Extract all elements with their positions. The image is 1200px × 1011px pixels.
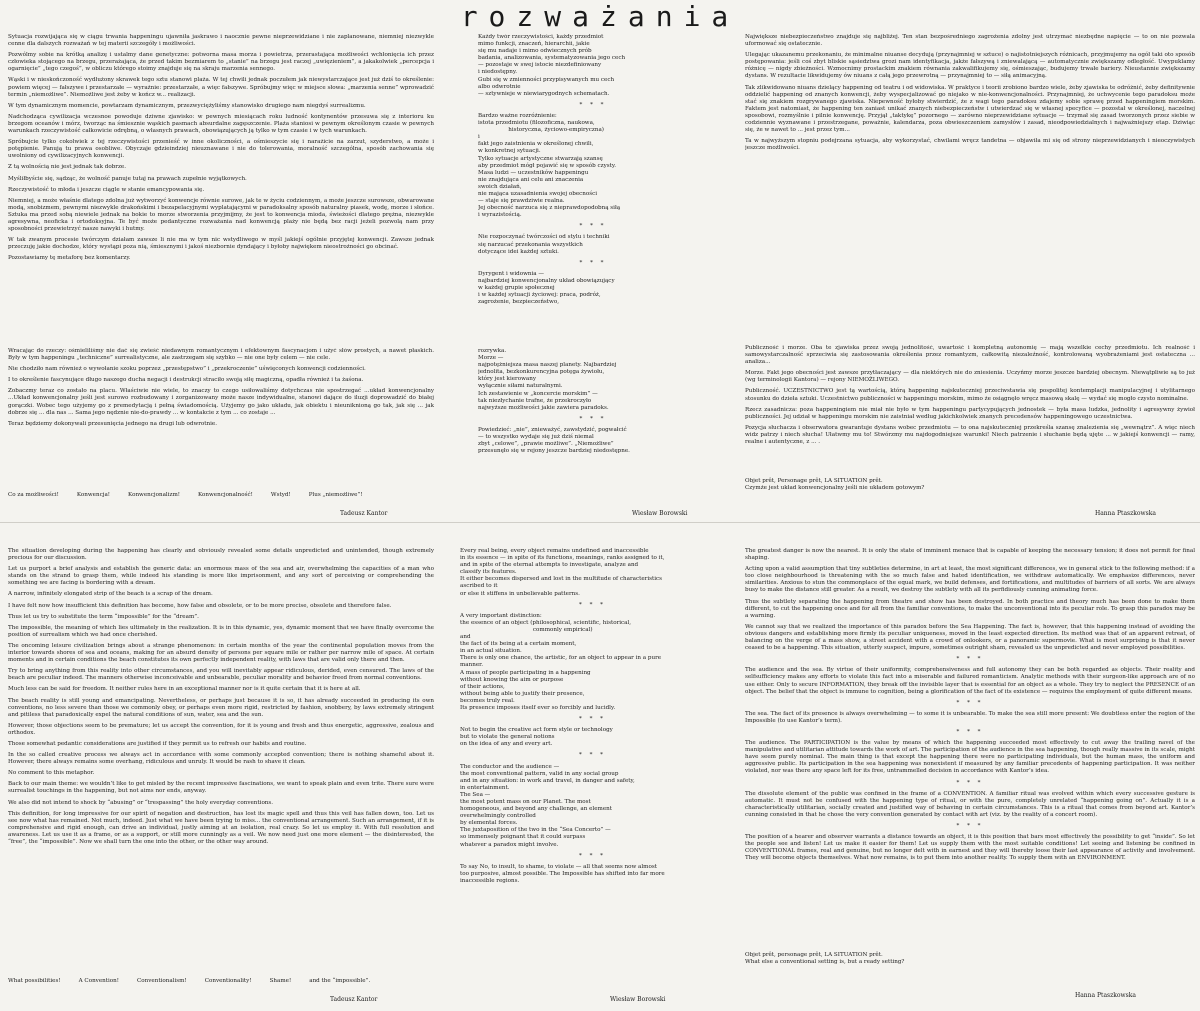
polish-ptaszkowska-column xyxy=(745,34,1195,339)
section-separator: * * * xyxy=(579,415,607,422)
section-separator: * * * xyxy=(956,823,984,829)
polish-kantor-column-2 xyxy=(8,348,434,448)
verse-block: Powiedzieć: „nie”, znieważyć, zawstydzić, pogwałcić — to wszystko wydaje się już dziś niemal zbyt „celowe”, „prawie możliwe”. „Niemożliwe” przesunęło się w rejony jeszcze bardziej niedostępne. xyxy=(478,426,630,455)
english-kantor-signature: Tadeusz Kantor xyxy=(330,996,378,1003)
paragraph: The greatest danger is now the nearest. It is only the state of imminent menace that is capable of keeping the necessary tension; it does not permit for final shaping. xyxy=(745,548,1195,562)
polish-borowski-column-2 xyxy=(478,348,708,498)
paragraph: However, those objections seem to be premature; let us accept the convention, for it is young and fresh and thus energetic, aggressive, zealous and orthodox. xyxy=(8,722,434,736)
closing-word: Shame! xyxy=(269,978,292,984)
verse-block: Not to begin the creative act form style or technology but to violate the general notions on the idea of any and every art. xyxy=(460,727,613,748)
paragraph: Pozostawiamy tę metaforę bez komentarzy. xyxy=(8,255,131,262)
english-ptaszkowska-closing: Objet prêt, personage prêt, LA SITUATION prêt. What else a conventional setting is, but a ready setting? xyxy=(745,952,905,965)
paragraph: Pozwólmy sobie na krótką analizę i ustalmy dane genetyczne: potworna masa morza i powietrza, przerastająca możliwości wchłonięcia ich przez człowieka stojącego na brzegu, przerażająca, że przed takim bezmiarem to „stanie” na brzegu jest raczej „uwięzieniem”, a jakakolwiek „percepcja i ogarnięcie” „tego czegoś”, w obliczu którego stoimy znajduje się na skraju marzenia sennego. xyxy=(8,52,434,73)
paragraph: Acting upon a valid assumption that tiny subtleties determine, in art at least, the most significant differences, we in general stick to the following method: if a too close neighbourhood is threatening with the so much false and hated identification, we withdraw automatically. We emphasize differences, never similarities. Anxious to stun the commonplace of the equal mark, we build defenses, and fortifications, and multitudes of barriers of all sorts. We are always busy to make the distance still greater. As a result, we destroy the subtlety with all its perfidiously cunning animating force. xyxy=(745,566,1195,594)
paragraph: The position of a hearer and observer warrants a distance towards an object, it is this position that bars most effectively the possibility to get “inside”. So let the people see and listen! Let us make it easier for them! Let us supply them with the most suitable conditions! Let seeing and listening be confined in CONVENTIONAL frames, real and genuine, but no longer delt with in earnest and they will thereby loose their last appearance of activity and involvement. They will become objects themselves. What now remains, is to put them into another reality. To supply them with an ENVIRONMENT. xyxy=(745,834,1195,862)
polish-ptaszkowska-closing: Objet prêt, Personage prêt, LA SITUATION prêt. Czymże jest układ konwencjonalny jeśli nie układem gotowym? xyxy=(745,478,925,491)
polish-kantor-column xyxy=(8,34,434,334)
paragraph: Thus let us try to substitute the term “impossible” for the “dream”. xyxy=(8,613,199,620)
paragraph: The sea. The fact of its presence is always overwhelming — to some it is unbearable. To make the sea still more present: We doubtless enter the region of the Impossible (to use Kantor’s term). xyxy=(745,710,1195,724)
paragraph: Rzeczywistość to młoda i jeszcze ciągle w stanie emancypowania się. xyxy=(8,186,205,193)
closing-word: Plus „niemożliwe”! xyxy=(308,492,363,498)
english-ptaszkowska-column xyxy=(745,548,1195,948)
closing-word: Co za możliwości! xyxy=(8,492,59,498)
verse-block: Nie rozpoczynać twórczości od stylu i techniki się narzucać przekonania wszystkich dotyczące idei każdej sztuki. xyxy=(478,234,610,255)
section-separator: * * * xyxy=(579,601,606,608)
paragraph: Let us purport a brief analysis and establish the generic data: an enormous mass of the sea and air, overwhelming the capacities of a man who stands on the strand to grasp them, while indeed his standing is more like imprisonment, and any sort of perceiving or comprehending the something we are facing is bordering with a dream. xyxy=(8,566,434,587)
paragraph: We cannot say that we realized the importance of this paradox before the Sea Happening. The fact is, however, that this happening instead of avoiding the obvious dangers and establishing more firmly its peculiar uniqueness, moved in the least expected direction. Its method was that of an apparent retreat, of balancing on the verge of a mass show, a street accident with a crowd of onlookers, or a panoramic supermovie. What is most surprising is that it never ceased to be a happening. This situation, utterly suspect, impure, sometimes outright sham, revealed us the unpredicted and never employed possibilities. xyxy=(745,623,1195,652)
section-separator: * * * xyxy=(579,259,607,266)
paragraph: Try to bring anything from this reality into other circumstances, and you will inevitably appear ridiculous, derided, even censured. The laws of the beach are peculiar indeed. The manners otherwise inconceivable and unbearable, peculiar morality and behavior freed from normal conventions. xyxy=(8,668,434,682)
verse-block: Każdy twór rzeczywistości, każdy przedmiot mimo funkcji, znaczeń, hierarchii, jakie się mu nadaje i mimo odwiecznych prób badania, analizowania, systematyzowania jego cech — pozostaje w swej istocie niezdefiniowany i niedostępny. Gubi się w zmienności przypisywanych mu cech albo odwrotnie — sztywnieje w niewiarygodnych schematach. xyxy=(478,34,626,97)
verse-block: The conductor and the audience — the most conventional pattern, valid in any social group and in any situation: in work and travel, in danger and safety, in entertainment. The Sea — the most potent mass on our Planet. The most homogeneous, and beyond any challenge, an element overwhelmingly controlled by elemental forces. The juxtaposition of the two in the “Sea Concerto” — so immensely poignant that it could surpass whatever a paradox might involve. xyxy=(460,763,635,848)
paragraph: Nie chodziło nam również o wywołanie szoku poprzez „przestępstwo” i „przekroczenie” uświęconych konwencji codzienności. xyxy=(8,366,366,373)
polish-borowski-signature: Wiesław Borowski xyxy=(632,510,688,517)
paragraph: Myśliłbyście się, sądząc, że wolność panuje tutaj na prawach zupełnie wyjątkowych. xyxy=(8,175,247,182)
paragraph: Ulegając ukazanemu przekonaniu, że minimalne niuanse decydują (przynajmniej w sztuce) o najistotniejszych różnicach, przyjmujemy na ogół taki oto sposób postępowania: jeśli coś zbyt bliskie sąsiedztwa grozi nam identyfikacja, jakże fałszywą i zniewalającą — automatycznie zwiększamy odległość. Uwypuklamy różnicę — nigdy zbieżności. Wzmocnimy prostackim znakiem równania zakwalifikujemy się, ośmieszając, budujemy trwałe bariery. Nieustannie zwiększamy dystans. W rezultacie likwidujemy ów niuans z całą jego przewrotną — przynajmniej to — siłą animacyjną. xyxy=(745,52,1195,80)
section-separator: * * * xyxy=(579,852,606,859)
paragraph: The dissolute element of the public was confined in the frame of a CONVENTION. A familiar ritual was evolved within which every successive gesture is automatic. It must not be confused with the happening type of ritual, or with the pure, completely unrelated “happening going on”. Actually it is a characteristically utilitarian, socially created and justified way of behaving in certain circumstances. This is a ritual that comes from beyond art. Kantor’s cunning consisted in that he chose the very convention generated by contact with art (viz. by the reality of a concert room). xyxy=(745,790,1195,818)
paragraph: Sytuacja rozwijająca się w ciągu trwania happeningu ujawniła jaskrawo i naocznie pewne nieprzewidziane i nie zaplanowane, niemniej niezwykle cenne dla dalszych rozważań w tej materii szczegóły i możliwości. xyxy=(8,34,434,48)
section-separator: * * * xyxy=(956,656,984,663)
paragraph: Największe niebezpieczeństwo znajduje się najbliżej. Ten stan bezpośredniego zagrożenia zdolny jest utrzymać niezbędne napięcie — to on nie pozwala uformować się ostatecznie. xyxy=(745,34,1195,48)
paragraph: Morze. Fakt jego obecności jest zawsze przytłaczający — dla niektórych nie do zniesienia. Uczyńmy morze jeszcze bardziej obecnym. Niewątpliwie są to już (wg terminologii Kantora) — rejony NIEMOŻLIWEGO. xyxy=(745,370,1195,384)
paragraph: The oncoming leisure civilization brings about a strange phenomenon: in certain months of the year the continental population moves from the interior towards shores of sea and oceans, making for an absurd density of persons per square mile or rather per narrow mile of space. At certain moments and in certain conditions the beach constitutes its own perfectly independent reality, with laws that are valid only there and then. xyxy=(8,642,434,664)
polish-ptaszkowska-signature: Hanna Ptaszkowska xyxy=(1095,510,1156,517)
closing-word: Konwencjonalność! xyxy=(198,492,253,498)
paragraph: The beach reality is still young and emancipating. Nevertheless, or perhaps just because it is so, it has already succeeded in producing its own conventions, no less severe than those we commonly obey, or perhaps even more rigid, restricted by fashion, snobbery, by laws extremely stringent and pitiless that paradoxically expel the natural conditions of sun, water, sea and the sun. xyxy=(8,697,434,718)
english-kantor-closing xyxy=(8,978,434,985)
verse-block: Every real being, every object remains undefined and inaccessible in its essence — in spite of its functions, meanings, ranks assigned to it, and in spite of the eternal attempts to investigate, analyze and classify its features. It either becomes dispersed and lost in the multitude of characteristics ascribed to it or else it stiffens in unbelievable patterns. xyxy=(460,548,665,597)
closing-word: Conventionalism! xyxy=(137,978,187,984)
paragraph: Spróbujcie tylko cokolwiek z tej rzeczywistości przenieść w inne okoliczności, a ośmieszycie się i narażicie na zarzut, szyderstwo, a może i potępienie. Panują tu prawa osobliwe. Obyczaje gdzieindziej nieuznawane i nie do tolerowania, moralność szczególna, sposób zachowania się uwolniony od cywilizacyjnych konwencji. xyxy=(8,139,434,160)
paragraph: Publiczność i morze. Oba te zjawiska przez swoją jednolitość, uwartość i kompletną autonomię — mają wszelkie cechy przedmiotu. Ich realność i samowystarczalność sprzeciwia się zastosowania określenia przez romantyzm, całkowitą niezaleźność, kontrolowaną wyobrażeniami jest ostateczna ... analiza... xyxy=(745,345,1195,366)
verse-block: To say No, to insult, to shame, to violate — all that seems now almost too purposive, almost possible. The Impossible has shifted into far more inaccessible regions. xyxy=(460,863,665,884)
closing-word: Konwencjonalizm! xyxy=(128,492,180,498)
paragraph: Those somewhat pedantic considerations are justified if they permit us to refresh our habits and routine. xyxy=(8,740,307,747)
section-separator: * * * xyxy=(956,699,984,706)
paragraph: W tym dynamicznym momencie, powtarzam dynamicznym, przezwyciężyliśmy stanowisko drugiego nam niegdyś surrealizmu. xyxy=(8,102,366,109)
paragraph: A narrow, infinitely elongated strip of the beach is a scrap of the dream. xyxy=(8,591,213,598)
closing-word: Wstyd! xyxy=(270,492,291,498)
paragraph: Ta w najwyższym stopniu podejrzana sytuacja, aby wykorzystać, chwilami wręcz tandetna — objawiła mi się od strony nieprzewidzianych i nieoczywistych jeszcze możliwości. xyxy=(745,138,1195,152)
paragraph: I have felt now how insufficient this definition has become, how false and obsolete, or to be more precise, obsolete and therefore false. xyxy=(8,602,392,609)
paragraph: The situation developing during the happening has clearly and obviously revealed some details unpredicted and unintended, though extremely precious for our discussion. xyxy=(8,548,434,562)
paragraph: W tak zwanym procesie twórczym działam zawsze li nie ma w tym nic wstydliwego w myśl jakiejś ogólnie przyjętej konwencji. Zawsze jednak przeczuję jakie dochodze, który wystąpi poza nią, śmiesznymi i jakoś niezbornie dyndający i byłoby najwiękem nieostrożności go obcinać. xyxy=(8,237,434,251)
closing-word: Konwencja! xyxy=(76,492,111,498)
paragraph: Z tą wolnością nie jest jednak tak dobrze. xyxy=(8,164,126,171)
paragraph: I to określenie fascynujące długo naszego ducha negacji i destrukcji straciło swoją siłę magiczną, opadła również i ta żaśona. xyxy=(8,377,364,384)
closing-word: What possibilities! xyxy=(8,978,61,984)
paragraph: Much less can be said for freedom. It neither rules here in an exceptional manner nor is it quite certain that it is here at all. xyxy=(8,686,361,693)
paragraph: This definition, for long impressive for our spirit of negation and destruction, has lost its magic spell and thus this veil has fallen down, too. Let us see now what has remained. Not much, indeed. Just what we have been trying to miss... the conventional arrangement. Such an arrangement, if it is comprehensive and rigid enough, can drive an individual, justly aiming at an isolation, real crazy. So let us employ it. With full resolution and awareness. Let us use it as a frame, or as a support, or still more cunningly as a veil. We now need just one more element — the disinterested, the “free”, the “impossible”. Now we shall turn the one into the other, or the other way around. xyxy=(8,810,434,845)
english-ptaszkowska-signature: Hanna Ptaszkowska xyxy=(1075,992,1136,999)
paragraph: The audience and the sea. By virtue of their uniformity, comprehensiveness and full autonomy they can be both regarded as objects. Their reality and selfsufficiency makes any efforts to violate this fact into a miserable and failured romanticism. Analytic methods with their surgeon-like approach are of no use either. Only to secure INFORMATION, they break off the invisible layer that is essential for an object as a whole. They try to neglect the PRESENCE of an object. The belief that the object is immune to cognition, being a glorification of the fact of its existence — requires the employment of quite different means. xyxy=(745,667,1195,695)
paragraph: Nadchodząca cywilizacja wczesnoe powoduje dziwne zjawisko: w pewnych miesiącach roku ludność kontynentów przesuwa się z interioru ku brzegom oceanów i mórz, tworząc na śmiesznie wąskich pasmach absurdalne zagęszczenie. Plaża staniosi w pewnym określonym czasie w pewnych warunkach rzeczywistość całkowicie odrębną, o własnych prawach, obowiązujących ją tylko w tym czasie i w tych warunkach. xyxy=(8,113,434,135)
paragraph: Tak zlikwidowano niuans dzielący happening od teatru i od widowiska. W praktyce i teorii zrobiono bardzo wiele, żeby zjawiska te odróżnić, żeby definitywnie oddzielić happening od znanych konwencji, żeby wyspecjalizować go niejako w nie-konwencjonalności. Przynajmniej, że uchwycenie tego paradoksu może stać się znakiem rozgrywanego zjawiska. Niepewność byłoby stwierdzić, że z wagi tego paradoksu zdajemy sobie sprawę przed happeningiem morskim. Faktem jest natomiast, że happening ten zaniast unikać znanych niebezpieczeństw i utwierdzać się w własnej specyfice — pozostał w określonej, naczelnej sposobowi, rozmyślnie i pilnie konwencję. Przyjął „taktykę” pozornego — zarówno nieprzewidziane sytuacje — trzymał się zasad tworzonych przez siebie w codziennie wyznawane i przestrzegane, poważnie, kalendarza, poza obwieszczeniem zamysłów i zasad, nieodpowiedzialnych i najważniejszy etap. Dziwiąc się, że w nawet to ... jest przez tym... xyxy=(745,84,1195,134)
english-borowski-column xyxy=(460,548,725,988)
paragraph: Teraz będziemy dokonywali przesunięcia jednego na drugi lub odwrotnie. xyxy=(8,420,218,427)
paragraph: In the so called creative process we always act in accordance with some commonly accepted convention; there is nothing shameful about it. However, there always remains some overhang, ridiculous and unruly. It would be rash to shave it clean. xyxy=(8,752,434,766)
paragraph: Wracając do rzeczy: ośmieliliśmy nie dać się zwieść niedawnym romantycznym i efektownym fascynacjom i użyć słów prostych, a nawet płaskich. Były w tym happeningu „techniczne” surrealistyczne, ale zastrzegam się szybko — nie one były celem — nie cele. xyxy=(8,348,434,362)
verse-block: Bardzo ważne rozróżnienie: istota przedmiotu (filozoficzna, naukowa, historyczna, życiowo-empiryczna) i fakt jego zaistnienia w określonej chwili, w konkretnej sytuacji. Tylko sytuacje artystyczne stwarzają szansę aby przedmiot mógł pojawić się w sposób czysty. Masa ludzi — uczestników happeningu nie znajdująca ani celu ani znaczenia swoich działań, nie mająca uzasadnienia swojej obecności — staje się prawdziwie realna. Jej obecność narzuca się z nieprawdopodobną siłą i wyrazistością. xyxy=(478,112,621,219)
paragraph: Rzecz zasadnicza: poza happeningiem nie miał nie było w tym happeningu partycypujących jednostek — była masa ludzka, jednolity i agresywny żywioł publiczności. Jej udział w happeningu morskim nie zaistniał według jakichkolwiek znanych precedensów happeningowego uczestnictwa. xyxy=(745,406,1195,420)
paragraph: We also did not intend to shock by “abusing” or “trespassing” the holy everyday conventions. xyxy=(8,799,274,806)
section-separator: * * * xyxy=(579,223,607,230)
paragraph: Back to our main theme: we wouldn’t like to get misled by the recent impressive fascinations, we want to speak plain and even trite. There sure were surrealist touchings in the happening, but not aims nor ends, anyway. xyxy=(8,781,434,795)
verse-block: Dyrygent i widownia — najbardziej konwencjonalny układ obowiązujący w każdej grupie społecznej i w każdej sytuacji życiowej: praca, podróż, zagrożenie, bezpieczeństwo, xyxy=(478,270,615,306)
section-separator: * * * xyxy=(956,779,984,786)
section-separator: * * * xyxy=(579,716,606,723)
paragraph: The audience. The PARTICIPATION is the value by means of which the happening succeeded most effectively to cut away the trailing navel of the manipulative and utilitarian attitude towards the work of art. The participation of the audience in the sea happening, though really massive in its scale, might have seem purely nominal. The main thing is that except the happening there were no participating individuals, but the human mass, the uniform and aggressive public. Its participation in the sea happening was nonexistent if measured by any familiar precedents of happening participation. It was neither violated, nor was there any space left for its free, untrammelled decision in accordance with Kantor’s idea. xyxy=(745,740,1195,775)
paragraph: No comment to this metaphor. xyxy=(8,770,95,777)
paragraph: Pozycja słuchacza i obserwatora gwarantuje dystans wobec przedmiotu — to ona najskuteczniej przekreśla szansę znalezienia się „wewnątrz”. A więc niech widz patrzy i niech słucha! Ułatwmy mu to! Stwórzmy mu najdogodniejsze warunki! Niech patrzenie i słuchanie będą ujęte ... w jakiejś konwencji — ramy, realne i autentyczne, z ... . xyxy=(745,424,1195,446)
verse-block: A very important distinction: the essence of an object (philosophical, scientific, historical, commonly empirical) and the fact of its being at a certain moment, in an actual situation. There is only one chance, the artistic, for an object to appear in a pure manner. A mass of people participating in a happening without knowing the aim or purpose of their actions, without being able to justify their presence, becomes truly real. Its presence imposes itself ever so forcibly and lucidly. xyxy=(460,612,662,711)
polish-borowski-column xyxy=(478,34,708,334)
paragraph: Zobaczmy teraz co zostało na placu. Właściwie nie wiele, to znaczy to czego usiłowaliśmy dotychczas nie spostrzegać ...układ konwencjonalny ...Układ konwencjonalny jeśli jest surowo rozbudowany i zorganizowany może nasze indywidualne, stanowi dające do iluzji doprowadzić do białej gorączki. Wobec tego użyjemy go z premedytacją i pełną świadomością. Użyjemy go jako układu, jak obiektu i nieuniknioną go tak, jak się ... jak dobrze się ... dla nas ... Sama jego nędznie nie-do-prawdy ... w kontakcie z tym ... co zostaje ... xyxy=(8,388,434,416)
closing-word: and the “impossible”. xyxy=(309,978,371,984)
paragraph: Niemniej, a może właśnie dlatego zdolna już wytworzyć konwencje równie surowe, jak te w życiu codziennym, a może jeszcze surowsze, obwarowane modą, snobizmem, pewnymi niezwykle drakońskimi i bezapelacyjnymi wyplatającymi w paradoksalny sposób naturalny piasek, wodę, morze i słońce. Sztuka ma przed sobą niewiele jednak na bokie to morze stworzenia przyjmijmy, że jest to konwencja mioda, świeżości dlatego prężna, niezwykle agresywna, neoficka i ortodoksyjna. Te być może pedantyczne rozważania nad konwencją plaży nie będą bez racji jeżeli pozwolą nam przy sposobności przewietrzyć nasze nawyki i hutmy. xyxy=(8,197,434,233)
polish-kantor-signature: Tadeusz Kantor xyxy=(340,510,388,517)
english-borowski-signature: Wiesław Borowski xyxy=(610,996,666,1003)
closing-word: A Convention! xyxy=(78,978,120,984)
section-separator: * * * xyxy=(579,752,606,759)
paragraph: Thus the subtlety separating the happening from theatre and show has been destroyed. In both practice and theory much has been done to make them different, to cut the happening once and for all from the familiar conventions, to make the unconventional into its peculiar role. To grasp this paradox may be a warning. xyxy=(745,598,1195,619)
polish-kantor-closing xyxy=(8,492,434,499)
paragraph: Wąski i w nieskończoność wydłużony skrawek tego sztu stanowi plaża. W tej chwili jednak poczułem jak niewystarczające jest już dziś to określenie: powiem więcej — fałszywe i przestarzałe — wyrażnie: przestarzałe, a więc fałszywe. Spróbujmy więc w miejsce słowa: „marzenia senne” wprowadzić termin „niemożliwe”. Niemożliwe jest żeby w kończ w... realizacji. xyxy=(8,77,434,98)
paragraph: The impossible, the meaning of which lies ultimately in the realization. It is in this dynamic, yes, dynamic moment that we have finally overcome the position of surrealism which we had once cherished. xyxy=(8,624,434,638)
verse-block: rozrywka. Morze — najpotężniejsza masa naszej planety. Najbardziej jednolita, bezkonkurencyjna potęga żywiołu, który jest kierowany wyłącznie siłami naturalnymi. Ich zestawienie w „koncercie morskim” — tak niezłychanie trafne, że przekroczyło najwyższe możliwości jakie zawiera paradoks. xyxy=(478,348,617,411)
closing-word: Conventionality! xyxy=(204,978,252,984)
page-title: rozważania xyxy=(460,0,740,33)
section-separator: * * * xyxy=(956,728,984,735)
section-divider xyxy=(0,522,1200,523)
english-kantor-column xyxy=(8,548,434,953)
section-separator: * * * xyxy=(579,101,607,108)
paragraph: Publiczność. UCZESTNICTWO jest tą wartością, którą happening najskuteczniej przeciwstawia się pospolitej kontemplacji manipulacyjnej i utylitarnego stosunku do dzieła sztuki. Uczestnictwo publiczności w happeningu morskim, mimo że osiągnęło wręcz masową skalę — wydać się mogło czysto nominalne. xyxy=(745,388,1195,402)
polish-ptaszkowska-column-2 xyxy=(745,345,1195,475)
